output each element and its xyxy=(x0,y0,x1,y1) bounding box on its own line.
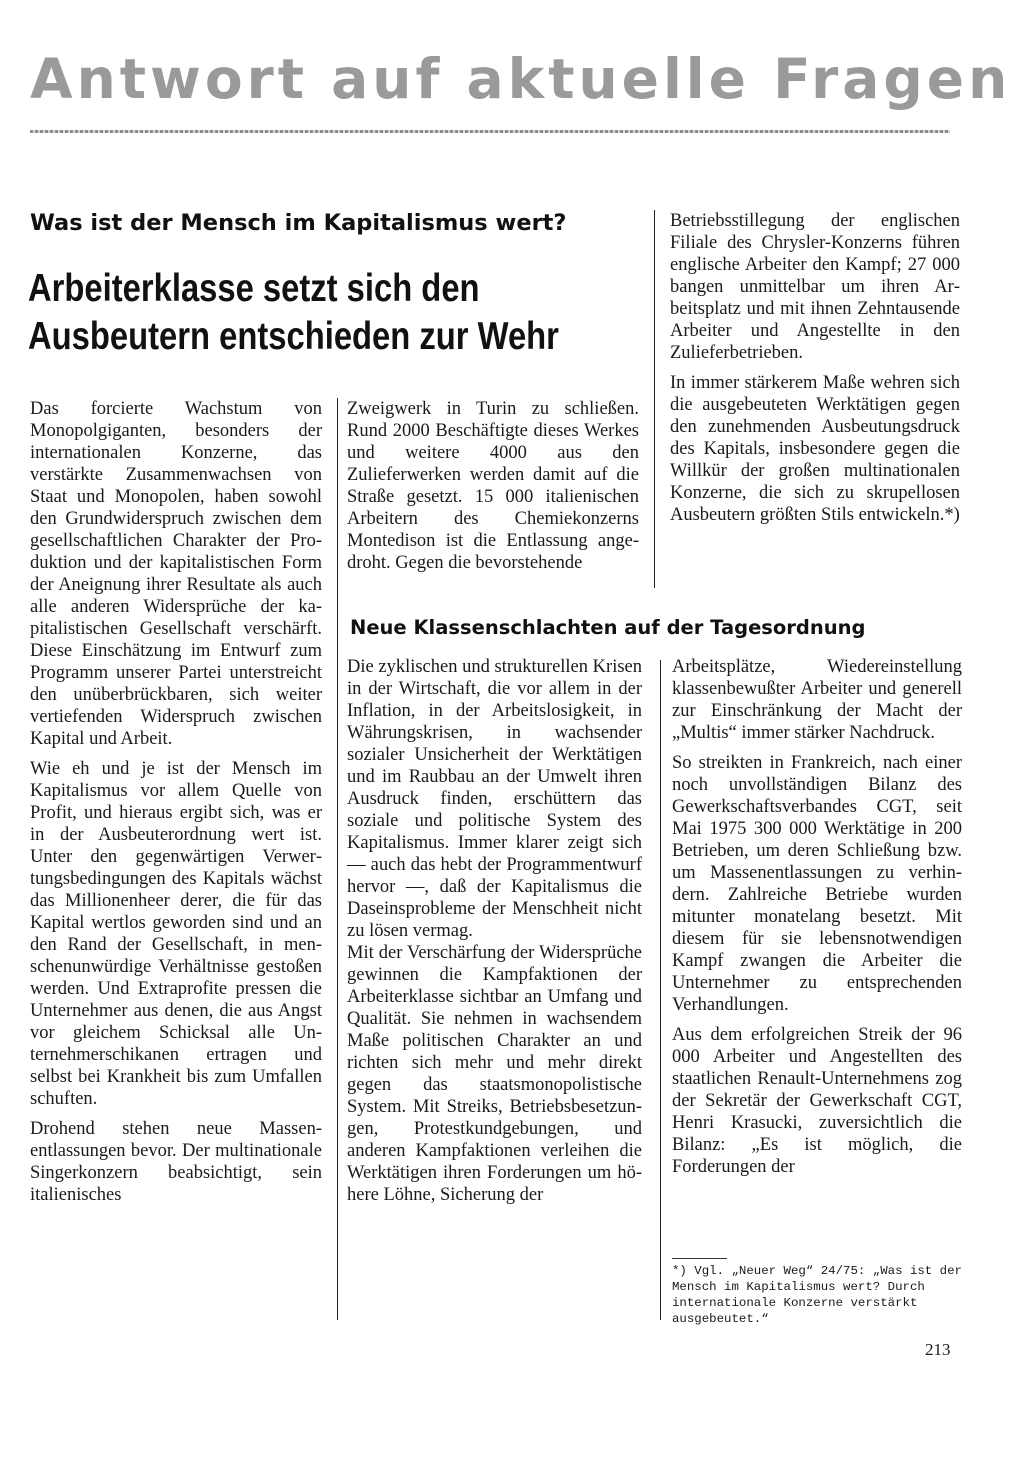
column-middle-top xyxy=(347,398,639,574)
paragraph: Arbeitsplätze, Wiedereinstellung klassenbewußter Arbeiter und generell zur Einschränkung der Macht der „Multis“ immer stärker Nachdruck. xyxy=(672,657,962,743)
column-right-top xyxy=(670,210,960,526)
headline-line-1: Arbeiterklasse setzt sich den xyxy=(28,267,480,310)
footnote xyxy=(672,1263,962,1327)
paragraph: Betriebsstillegung der englischen Filiale des Chrysler-Konzerns führen englische Arbeiter den Kampf; 27 000 bangen unmittelbar um ihren Arbeitsplatz und mit ihnen Zehntausende Arbeiter und Angestellte in den Zulieferbetrieben. xyxy=(670,211,960,363)
column-left xyxy=(30,398,322,1206)
banner-rule xyxy=(30,130,950,133)
article-headline xyxy=(28,265,559,361)
page-number: 213 xyxy=(925,1340,951,1359)
column-rule-left-top xyxy=(337,398,338,1320)
footnote-text: *) Vgl. „Neuer Weg“ 24/75: „Was ist der Mensch im Kapitalismus wert? Durch internationale Konzerne verstärkt ausgebeutet.“ xyxy=(672,1264,962,1326)
column-rule-right-bottom xyxy=(660,660,661,1320)
paragraph: In immer stärkerem Maße wehren sich die ausgebeuteten Werktätigen gegen den zunehmenden Ausbeutungsdruck des Kapitals, insbesondere gegen die Willkür der großen multinationalen Konzerne, die sich zu skrupellosen Ausbeutern größten Stils entwickeln.*) xyxy=(670,373,960,525)
paragraph: Drohend stehen neue Massenentlassungen bevor. Der multinationale Singerkonzern beabsichtigt, sein italienisches xyxy=(30,1119,322,1205)
paragraph: Das forcierte Wachstum von Monopolgiganten, besonders der internationalen Konzerne, das verstärkte Zusammenwachsen von Staat und Monopolen, haben sowohl den Grundwiderspruch zwischen dem gesellschaftlichen Charakter der Produktion und der kapitalistischen Form der Aneignung ihrer Resultate als auch alle anderen Widersprüche der kapitalistischen Gesellschaft verschärft. Diese Einschätzung im Entwurf zum Programm unserer Partei unterstreicht den unüberbrückbaren, sich weiter vertiefenden Widerspruch zwischen Kapital und Arbeit. xyxy=(30,399,322,749)
column-rule-right-top xyxy=(654,210,655,588)
article-kicker: Was ist der Mensch im Kapitalismus wert? xyxy=(30,210,567,236)
section-banner: Antwort auf aktuelle Fragen xyxy=(30,47,1012,111)
paragraph: Wie eh und je ist der Mensch im Kapitalismus vor allem Quelle von Profit, und hieraus ergibt sich, was er in der Ausbeuterordnung wert ist. Unter den gegenwärtigen Verwertungsbedingungen des Kapitals wächst das Millionenheer derer, die für das Kapital wertlos geworden sind und an den Rand der Gesellschaft, in menschenunwürdige Verhältnisse gestoßen werden. Und Extraprofite pressen die Unternehmer aus denen, die aus Angst vor gleichem Schicksal alle Unternehmerschikanen ertragen und selbst bei Krankheit bis zum Umfallen schuften. xyxy=(30,759,322,1109)
column-middle-bottom xyxy=(347,656,642,1206)
paragraph: Die zyklischen und strukturellen Krisen in der Wirtschaft, die vor allem in der Inflation, in der Arbeitslosigkeit, in Währungskrisen, in wachsender sozialer Unsicherheit der Werktätigen und im Raubbau an der Umwelt ihren Ausdruck finden, erschüttern das soziale und politische System des Kapitalismus. Immer klarer zeigt sich — auch das hebt der Programmentwurf hervor —, daß der Kapitalismus die Daseinsprobleme der Menschheit nicht zu lösen vermag. xyxy=(347,657,642,941)
section-subheading: Neue Klassenschlachten auf der Tagesordnung xyxy=(350,616,866,639)
paragraph: Zweigwerk in Turin zu schließen. Rund 2000 Beschäftigte dieses Werkes und weitere 4000 aus den Zulieferwerken werden damit auf die Straße gesetzt. 15 000 italienischen Arbeitern des Chemiekonzerns Montedison ist die Entlassung angedroht. Gegen die bevorstehende xyxy=(347,399,639,573)
column-right-bottom xyxy=(672,656,962,1178)
footnote-rule xyxy=(672,1258,727,1259)
paragraph: Mit der Verschärfung der Widersprüche gewinnen die Kampfaktionen der Arbeiterklasse sichtbar an Umfang und Qualität. Sie nehmen in wachsendem Maße politischen Charakter an und richten sich mehr und mehr direkt gegen das staatsmonopolistische System. Mit Streiks, Betriebsbesetzungen, Protestkundgebungen, und anderen Kampfaktionen verleihen die Werktätigen ihren Forderungen um höhere Löhne, Sicherung der xyxy=(347,943,642,1205)
paragraph: So streikten in Frankreich, nach einer noch unvollständigen Bilanz des Gewerkschaftsverbandes CGT, seit Mai 1975 300 000 Werktätige in 200 Betrieben, um deren Schließung bzw. um Massenentlassungen zu verhindern. Zahlreiche Betriebe wurden mitunter monatelang besetzt. Mit diesem für sie lebensnotwendigen Kampf zwangen die Arbeiter die Unternehmer zu entsprechenden Verhandlungen. xyxy=(672,753,962,1015)
headline-line-2: Ausbeutern entschieden zur Wehr xyxy=(28,315,559,358)
paragraph: Aus dem erfolgreichen Streik der 96 000 Arbeiter und Angestellten des staatlichen Renault-Unternehmens zog der Sekretär der Gewerkschaft CGT, Henri Krasucki, zuversichtlich die Bilanz: „Es ist möglich, die Forderungen der xyxy=(672,1025,962,1177)
